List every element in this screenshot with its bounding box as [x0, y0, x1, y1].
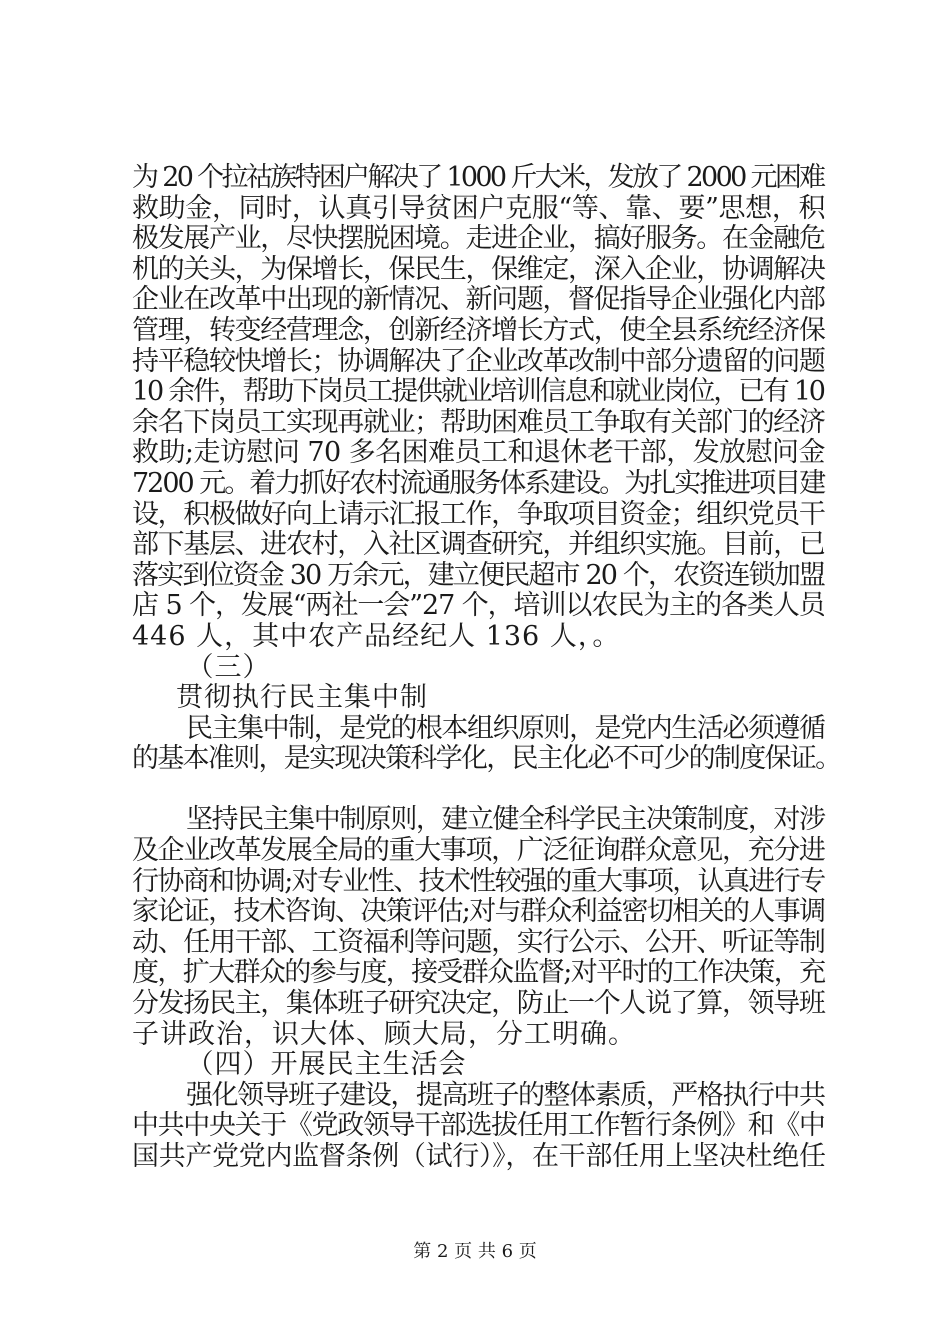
text-line: 的基本准则，是实现决策科学化，民主化必不可少的制度保证。	[132, 743, 841, 774]
text-line: 446 人，其中农产品经纪人 136 人，。	[132, 621, 621, 652]
section-heading: （三）	[172, 652, 271, 683]
page-number: 第 2 页 共 6 页	[413, 1241, 537, 1262]
text-line: 国共产党党内监督条例（试行）》，在干部任用上坚决杜绝任	[132, 1141, 826, 1172]
text-line: 为 20 个拉祜族特困户解决了 1000 斤大米，发放了 2000 元困难	[132, 162, 824, 193]
text-line: 民主集中制，是党的根本组织原则，是党内生活必须遵循	[186, 713, 825, 744]
section-heading: （四）开展民主生活会	[172, 1049, 467, 1080]
text-line: 设，积极做好向上请示汇报工作，争取项目资金；组织党员干	[132, 499, 825, 530]
text-line: 管理，转变经营理念，创新经济增长方式，使全县系统经济保	[132, 315, 825, 346]
text-line: 10 余件，帮助下岗员工提供就业培训信息和就业岗位，已有 10	[132, 376, 824, 407]
text-line: 分发扬民主，集体班子研究决定，防止一个人说了算，领导班	[132, 988, 825, 1019]
text-line: 坚持民主集中制原则，建立健全科学民主决策制度，对涉	[186, 804, 825, 835]
text-line: 动、任用干部、工资福利等问题，实行公示、公开、听证等制	[132, 927, 825, 958]
text-line: 及企业改革发展全局的重大事项，广泛征询群众意见，充分进	[132, 835, 825, 866]
text-line: 极发展产业，尽快摆脱困境。走进企业，搞好服务。在金融危	[132, 223, 825, 254]
text-line: 行协商和协调;对专业性、技术性较强的重大事项，认真进行专	[132, 866, 825, 897]
text-line: 中共中央关于《党政领导干部选拔任用工作暂行条例》和《中	[132, 1110, 825, 1141]
text-line: 落实到位资金 30 万余元，建立便民超市 20 个，农资连锁加盟	[132, 560, 825, 591]
text-line: 强化领导班子建设，提高班子的整体素质，严格执行中共	[186, 1080, 825, 1111]
section-heading: 贯彻执行民主集中制	[176, 682, 428, 713]
text-line: 店 5 个，发展“两社一会”27 个，培训以农民为主的各类人员	[132, 590, 825, 621]
text-line: 家论证，技术咨询、决策评估;对与群众利益密切相关的人事调	[132, 896, 825, 927]
text-line: 部下基层、进农村，入社区调查研究，并组织实施。目前，已	[132, 529, 825, 560]
text-line: 子讲政治，识大体、顾大局，分工明确。	[132, 1019, 636, 1050]
text-line: 余名下岗员工实现再就业；帮助困难员工争取有关部门的经济	[132, 407, 825, 438]
text-line: 救助;走访慰问 70 多名困难员工和退休老干部，发放慰问金	[132, 437, 825, 468]
text-line: 机的关头，为保增长，保民生，保维定，深入企业，协调解决	[132, 254, 825, 285]
text-line: 企业在改革中出现的新情况、新问题，督促指导企业强化内部	[132, 284, 825, 315]
text-line: 持平稳较快增长；协调解决了企业改革改制中部分遗留的问题	[132, 346, 825, 377]
text-line: 度，扩大群众的参与度，接受群众监督;对平时的工作决策，充	[132, 957, 825, 988]
text-line: 7200 元。着力抓好农村流通服务体系建设。为扎实推进项目建	[132, 468, 825, 499]
text-line: 救助金，同时，认真引导贫困户克服“等、靠、要”思想，积	[132, 193, 826, 224]
